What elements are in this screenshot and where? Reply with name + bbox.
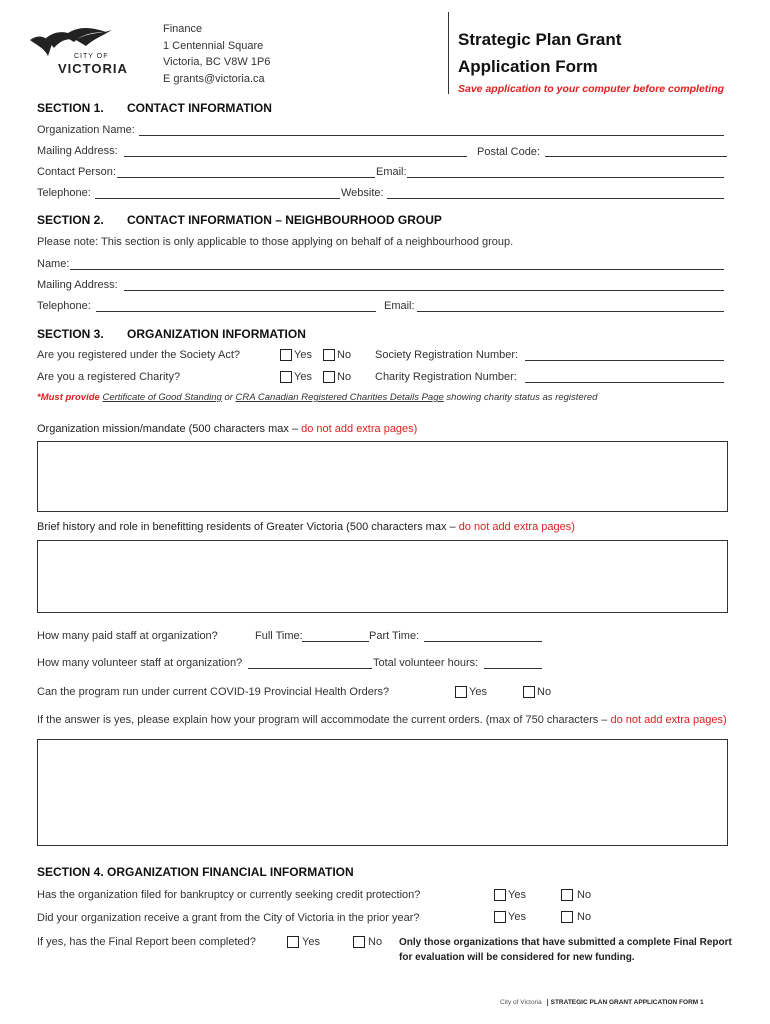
cra-link[interactable]: CRA Canadian Registered Charities Details Page [235,392,444,403]
website-input[interactable] [387,185,724,199]
mailing-address-input[interactable] [124,143,467,157]
ng-mailing-input[interactable] [124,277,724,291]
section2-title: CONTACT INFORMATION – NEIGHBOURHOOD GROUP [127,213,442,227]
covid-yes-label: Yes [469,686,487,698]
ng-name-input[interactable] [70,256,724,270]
ng-telephone-label: Telephone: [37,300,91,312]
society-no-label: No [337,349,352,361]
address-city: Victoria, BC V8W 1P6 [163,56,271,68]
mission-label: Organization mission/mandate (500 characters max – do not add extra pages) [37,423,418,435]
charity-question: Are you a registered Charity? [37,371,181,383]
must-provide-prefix: *Must provide [37,392,100,403]
part-time-input[interactable] [424,628,542,642]
final-report-no-checkbox[interactable] [353,936,365,948]
total-volunteer-input[interactable] [484,655,542,669]
or-text: or [224,392,233,403]
society-yes-checkbox[interactable] [280,349,292,361]
prior-grant-yes-checkbox[interactable] [494,911,506,923]
telephone-label: Telephone: [37,187,91,199]
prior-grant-question: Did your organization receive a grant from the City of Victoria in the prior year? [37,912,420,924]
covid-question: Can the program run under current COVID-19 Provincial Health Orders? [37,686,390,698]
volunteer-staff-question: How many volunteer staff at organization? [37,657,243,669]
society-reg-number-input[interactable] [525,347,724,361]
postal-code-input[interactable] [545,143,727,157]
contact-person-label: Contact Person: [37,166,116,178]
footer-left: City of Victoria [500,999,542,1006]
society-reg-number-label: Society Registration Number: [375,349,519,361]
full-time-label: Full Time: [255,630,303,642]
ng-name-label: Name: [37,258,70,270]
certificate-link[interactable]: Certificate of Good Standing [102,392,222,403]
website-label: Website: [341,187,384,199]
volunteer-staff-input[interactable] [248,655,372,669]
section2-note: Please note: This section is only applicable to those applying on behalf of a neighbourhood group. [37,236,514,248]
logo-city-of: CITY OF [74,53,109,60]
mailing-address-label: Mailing Address: [37,145,118,157]
bankruptcy-question: Has the organization filed for bankruptcy or currently seeking credit protection? [37,889,421,901]
charity-reg-number-label: Charity Registration Number: [375,371,517,383]
mission-textbox[interactable] [37,441,728,512]
prior-grant-yes-label: Yes [508,911,526,923]
section3-number: SECTION 3. [37,327,104,341]
org-name-input[interactable] [139,122,724,136]
address-dept: Finance [163,23,203,35]
bankruptcy-yes-checkbox[interactable] [494,889,506,901]
prior-grant-no-label: No [577,911,592,923]
final-report-yes-checkbox[interactable] [287,936,299,948]
email-input[interactable] [407,164,724,178]
save-note: Save application to your computer before completing [458,83,725,95]
ng-telephone-input[interactable] [96,298,376,312]
final-report-no-label: No [368,936,383,948]
charity-no-label: No [337,371,352,383]
full-time-input[interactable] [302,628,369,642]
ng-email-label: Email: [384,300,415,312]
header-divider [448,12,449,94]
email-label: Email: [376,166,407,178]
history-label: Brief history and role in benefitting residents of Greater Victoria (500 characters max – do not add extra pages) [37,521,575,533]
telephone-input[interactable] [95,185,340,199]
showing-text: showing charity status as registered [446,392,598,403]
section1-number: SECTION 1. [37,101,104,115]
section1-title: CONTACT INFORMATION [127,101,272,115]
prior-grant-no-checkbox[interactable] [561,911,573,923]
section4-title: SECTION 4. ORGANIZATION FINANCIAL INFORMATION [37,865,354,879]
covid-no-checkbox[interactable] [523,686,535,698]
paid-staff-question: How many paid staff at organization? [37,630,218,642]
logo-victoria: VICTORIA [58,61,128,76]
address-email[interactable]: E grants@victoria.ca [163,73,265,85]
covid-no-label: No [537,686,552,698]
part-time-label: Part Time: [369,630,420,642]
final-report-question: If yes, has the Final Report been completed? [37,936,256,948]
bankruptcy-no-label: No [577,889,592,901]
bankruptcy-no-checkbox[interactable] [561,889,573,901]
ng-mailing-label: Mailing Address: [37,279,118,291]
final-report-note-2: for evaluation will be considered for new funding. [399,952,635,963]
footer [500,999,704,1006]
postal-code-label: Postal Code: [477,146,540,158]
form-title-line2: Application Form [458,57,598,76]
final-report-yes-label: Yes [302,936,320,948]
total-volunteer-label: Total volunteer hours: [373,657,479,669]
contact-person-input[interactable] [117,164,375,178]
city-logo [28,26,138,78]
society-no-checkbox[interactable] [323,349,335,361]
history-textbox[interactable] [37,540,728,613]
charity-yes-checkbox[interactable] [280,371,292,383]
section3-title: ORGANIZATION INFORMATION [127,327,306,341]
section2-number: SECTION 2. [37,213,104,227]
society-act-question: Are you registered under the Society Act? [37,349,241,361]
form-title-line1: Strategic Plan Grant [458,30,622,49]
ng-email-input[interactable] [417,298,724,312]
covid-yes-checkbox[interactable] [455,686,467,698]
society-yes-label: Yes [294,349,312,361]
charity-yes-label: Yes [294,371,312,383]
charity-no-checkbox[interactable] [323,371,335,383]
address-street: 1 Centennial Square [163,40,264,52]
bankruptcy-yes-label: Yes [508,889,526,901]
charity-reg-number-input[interactable] [525,369,724,383]
covid-explain-label: If the answer is yes, please explain how your program will accommodate the current orders. (max of 750 characters – do not add extra pages) [37,714,727,726]
final-report-note-1: Only those organizations that have submitted a complete Final Report [399,937,732,948]
org-name-label: Organization Name: [37,124,135,136]
must-provide-note [37,392,597,403]
covid-explain-textbox[interactable] [37,739,728,846]
footer-right: STRATEGIC PLAN GRANT APPLICATION FORM 1 [550,999,704,1006]
